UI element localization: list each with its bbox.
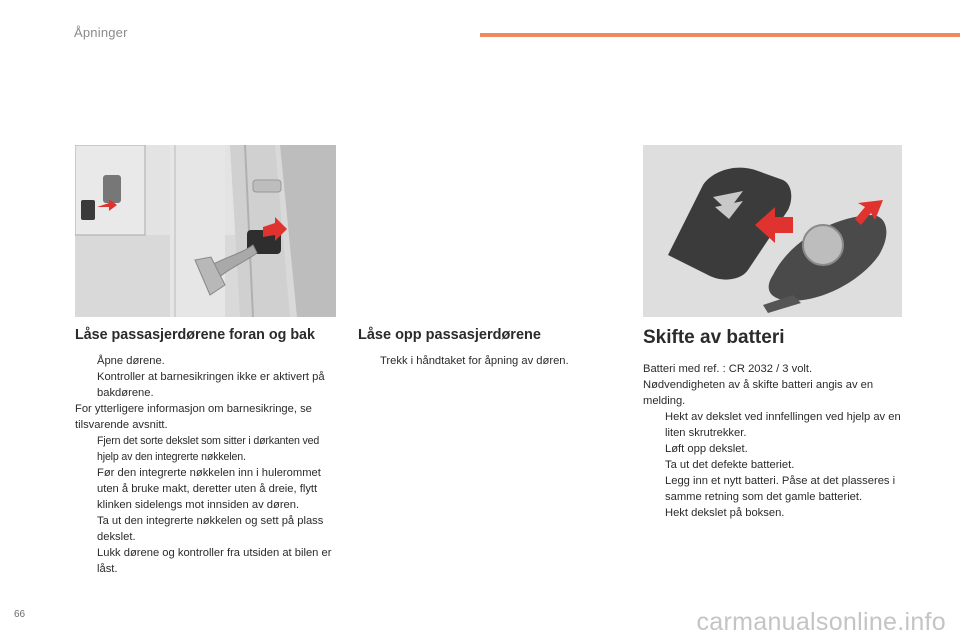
left-bullet-text: Fjern det sorte dekslet som sitter i dørkanten ved hjelp av den integrerte nøkkelen.	[97, 435, 320, 463]
right-bullet	[643, 505, 905, 521]
right-paragraph: Nødvendigheten av å skifte batteri angis av en melding.	[643, 379, 874, 407]
right-paragraph: Batteri med ref. : CR 2032 / 3 volt.	[643, 363, 813, 375]
middle-bullet	[358, 353, 620, 369]
right-bullet-text: Hekt av dekslet ved innfellingen ved hjelp av en liten skrutrekker.	[665, 411, 901, 439]
right-bullet-text: Ta ut det defekte batteriet.	[665, 459, 795, 471]
left-bullet-text: Ta ut den integrerte nøkkelen og sett på plass dekslet.	[97, 515, 324, 543]
right-bullet-text: Løft opp dekslet.	[665, 443, 748, 455]
left-bullet-text: Kontroller at barnesikringen ikke er aktivert på bakdørene.	[97, 371, 325, 399]
bullet-marker-icon	[75, 545, 97, 577]
left-bullet-text: Åpne dørene.	[97, 355, 165, 367]
middle-heading: Låse opp passasjerdørene	[358, 327, 541, 343]
bullet-marker-icon	[643, 473, 665, 505]
key-battery-illustration	[643, 145, 902, 317]
left-bullet-text: Lukk dørene og kontroller fra utsiden at bilen er låst.	[97, 547, 332, 575]
watermark: carmanualsonline.info	[696, 608, 946, 636]
bullet-marker-icon	[75, 433, 97, 465]
left-bullet	[75, 353, 337, 369]
bullet-marker-icon	[643, 457, 665, 473]
right-bullet	[643, 441, 905, 457]
left-paragraph: For ytterligere informasjon om barnesikringe, se tilsvarende avsnitt.	[75, 403, 312, 431]
bullet-marker-icon	[75, 353, 97, 369]
bullet-marker-icon	[75, 369, 97, 401]
right-bullet-text: Legg inn et nytt batteri. Påse at det plasseres i samme retning som det gamle batteriet.	[665, 475, 896, 503]
bullet-marker-icon	[643, 441, 665, 457]
bullet-marker-icon	[358, 353, 380, 369]
bullet-marker-icon	[643, 409, 665, 441]
left-bullet	[75, 433, 337, 465]
accent-bar	[480, 33, 960, 37]
right-bullet	[643, 409, 905, 441]
left-bullet	[75, 513, 337, 545]
bullet-marker-icon	[75, 465, 97, 513]
left-bullet-text: Før den integrerte nøkkelen inn i hulerommet uten å bruke makt, deretter uten å dreie, flytt klinken sidelengs mot innsiden av døren.	[97, 467, 321, 511]
page-number: 66	[14, 609, 26, 620]
door-lock-illustration	[75, 145, 336, 317]
section-title: Åpninger	[74, 25, 128, 40]
right-bullet	[643, 473, 905, 505]
right-column	[643, 327, 905, 521]
right-bullet	[643, 457, 905, 473]
left-bullet	[75, 465, 337, 513]
left-column	[75, 327, 337, 577]
middle-column	[358, 327, 620, 369]
left-bullet	[75, 369, 337, 401]
middle-bullet-text: Trekk i håndtaket for åpning av døren.	[380, 355, 569, 367]
left-heading: Låse passasjerdørene foran og bak	[75, 327, 315, 343]
right-heading: Skifte av batteri	[643, 327, 785, 348]
left-bullet	[75, 545, 337, 577]
bullet-marker-icon	[75, 513, 97, 545]
bullet-marker-icon	[643, 505, 665, 521]
right-bullet-text: Hekt dekslet på boksen.	[665, 507, 785, 519]
